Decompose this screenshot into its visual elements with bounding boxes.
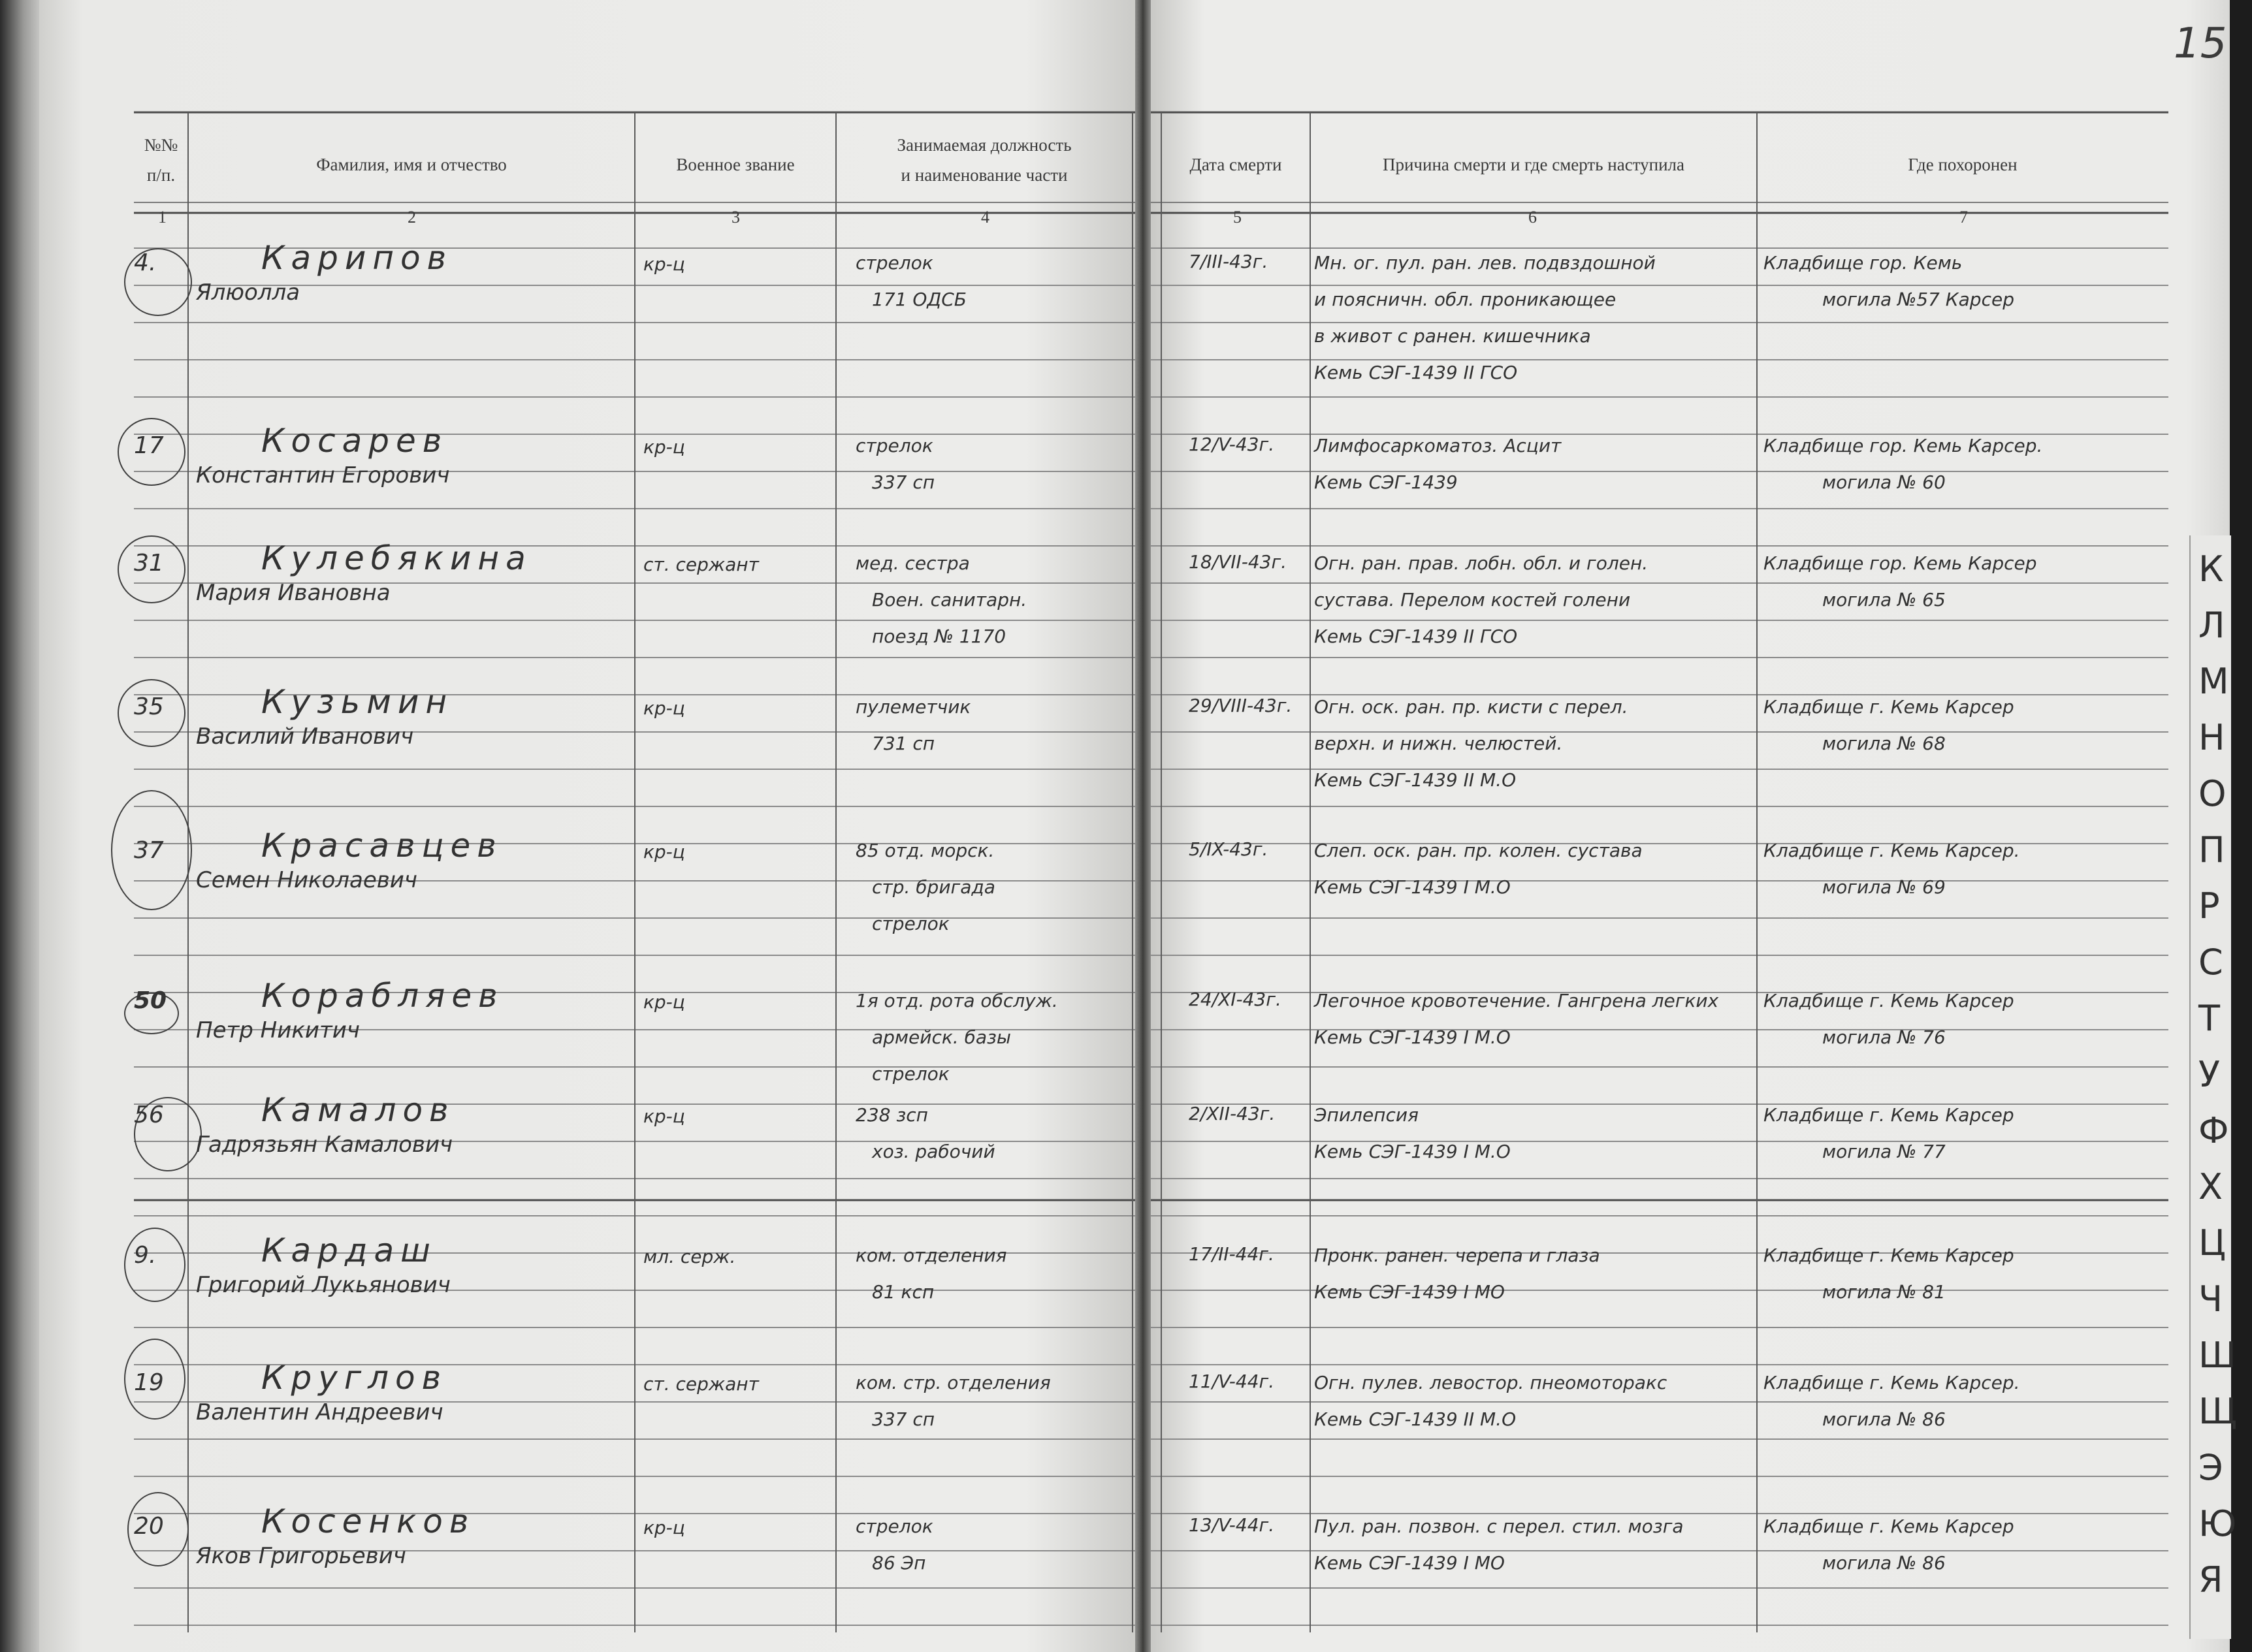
record-given-names: Василий Иванович <box>196 723 414 750</box>
column-number: 3 <box>732 208 740 227</box>
record-burial-line: Кладбище гор. Кемь Карсер. <box>1763 435 2043 456</box>
record-surname: Кардаш <box>261 1231 437 1269</box>
record-position-line: 171 ОДСБ <box>872 289 967 310</box>
record-cause-line: Кемь СЭГ-1439 II М.О <box>1314 769 1517 791</box>
record-number: 17 <box>134 432 164 459</box>
record-burial-line: Кладбище гор. Кемь <box>1763 252 1963 274</box>
record-given-names: Яков Григорьевич <box>196 1543 406 1569</box>
record-position-line: стрелок <box>872 1063 950 1085</box>
record-burial-line: могила № 77 <box>1822 1141 1946 1162</box>
record-given-names: Валентин Андреевич <box>196 1399 443 1425</box>
record-death-date: 29/VIII-43г. <box>1189 695 1293 716</box>
record-rank: кр-ц <box>643 1105 685 1127</box>
record-cause-line: и поясничн. обл. проникающее <box>1314 289 1617 310</box>
record-death-date: 7/III-43г. <box>1189 251 1268 272</box>
alphabet-tab-letter[interactable]: Э <box>2198 1447 2223 1488</box>
record-death-date: 11/V-44г. <box>1189 1371 1275 1392</box>
record-position-line: 337 сп <box>872 1408 935 1430</box>
column-number: 4 <box>981 208 989 227</box>
record-position-line: 85 отд. морск. <box>856 840 995 861</box>
record-burial-line: могила № 86 <box>1822 1408 1946 1430</box>
record-burial-line: могила № 65 <box>1822 589 1946 611</box>
record-given-names: Мария Ивановна <box>196 580 391 606</box>
record-given-names: Константин Егорович <box>196 462 450 488</box>
record-position-line: хоз. рабочий <box>872 1141 995 1162</box>
header-name: Фамилия, имя и отчество <box>316 155 507 174</box>
record-cause-line: сустава. Перелом костей голени <box>1314 589 1631 611</box>
record-position-line: стрелок <box>856 435 933 456</box>
record-cause-line: Мн. ог. пул. ран. лев. подвздошной <box>1314 252 1656 274</box>
record-cause-line: Лимфосаркоматоз. Асцит <box>1314 435 1562 456</box>
record-rank: кр-ц <box>643 841 685 863</box>
record-burial-line: Кладбище г. Кемь Карсер <box>1763 1104 2014 1126</box>
record-cause-line: Огн. пулев. левостор. пнеомоторакс <box>1314 1372 1667 1393</box>
header-position: Занимаемая должность и наименование части <box>897 135 1072 185</box>
record-position-line: стрелок <box>872 913 950 934</box>
alphabet-tab-letter[interactable]: М <box>2198 661 2229 702</box>
record-surname: Кузьмин <box>261 683 454 721</box>
record-position-line: пулеметчик <box>856 696 971 718</box>
alphabet-tab-letter[interactable]: Ц <box>2198 1222 2226 1263</box>
record-position-line: мед. сестра <box>856 552 970 574</box>
header-rank: Военное звание <box>676 155 795 174</box>
record-rank: кр-ц <box>643 1517 685 1538</box>
record-cause-line: верхн. и нижн. челюстей. <box>1314 733 1563 754</box>
record-position-line: 86 Эп <box>872 1552 926 1574</box>
record-cause-line: Кемь СЭГ-1439 I МО <box>1314 1552 1505 1574</box>
alphabet-tab-letter[interactable]: У <box>2198 1054 2220 1095</box>
record-death-date: 13/V-44г. <box>1189 1514 1275 1536</box>
record-cause-line: Пронк. ранен. черепа и глаза <box>1314 1245 1600 1266</box>
record-position-line: стрелок <box>856 252 933 274</box>
column-number: 1 <box>158 208 167 227</box>
record-position-line: 337 сп <box>872 471 935 493</box>
record-position-line: 81 ксп <box>872 1281 935 1303</box>
record-surname: Корабляев <box>261 977 504 1015</box>
column-number: 7 <box>1959 208 1968 227</box>
record-cause-line: Кемь СЭГ-1439 I М.О <box>1314 876 1511 898</box>
record-burial-line: могила № 69 <box>1822 876 1946 898</box>
alphabet-tab-letter[interactable]: К <box>2198 548 2224 590</box>
record-number: 35 <box>134 693 164 720</box>
column-number: 2 <box>408 208 416 227</box>
record-position-line: 731 сп <box>872 733 935 754</box>
record-number: 37 <box>134 837 164 864</box>
record-rank: кр-ц <box>643 436 685 458</box>
record-burial-line: могила № 76 <box>1822 1026 1946 1048</box>
record-death-date: 17/II-44г. <box>1189 1243 1274 1265</box>
record-number: 31 <box>134 550 164 577</box>
record-cause-line: Легочное кровотечение. Гангрена легких <box>1314 990 1719 1011</box>
record-rank: кр-ц <box>643 991 685 1013</box>
record-cause-line: Эпилепсия <box>1314 1104 1419 1126</box>
record-death-date: 12/V-43г. <box>1189 434 1275 455</box>
record-surname: Косарев <box>261 422 449 460</box>
header-burial: Где похоронен <box>1908 155 2018 174</box>
page-number: 15 <box>2174 20 2227 68</box>
record-cause-line: Пул. ран. позвон. с перел. стил. мозга <box>1314 1516 1684 1537</box>
column-number: 5 <box>1233 208 1242 227</box>
header-cause: Причина смерти и где смерть наступила <box>1382 155 1685 174</box>
alphabet-tab-letter[interactable]: Ю <box>2198 1503 2237 1544</box>
record-given-names: Ялюолла <box>196 279 300 306</box>
record-burial-line: Кладбище г. Кемь Карсер <box>1763 1516 2014 1537</box>
header-number: №№ п/п. <box>144 135 178 185</box>
alphabet-tab-letter[interactable]: Т <box>2198 998 2220 1039</box>
record-death-date: 18/VII-43г. <box>1189 551 1287 573</box>
record-cause-line: Кемь СЭГ-1439 I МО <box>1314 1281 1505 1303</box>
alphabet-tab-letter[interactable]: Ф <box>2198 1110 2229 1151</box>
record-burial-line: Кладбище г. Кемь Карсер. <box>1763 1372 2020 1393</box>
record-position-line: 1я отд. рота обслуж. <box>856 990 1058 1011</box>
record-position-line: 238 зсп <box>856 1104 928 1126</box>
record-burial-line: Кладбище г. Кемь Карсер <box>1763 990 2014 1011</box>
record-surname: Камалов <box>261 1091 455 1129</box>
record-cause-line: Кемь СЭГ-1439 I М.О <box>1314 1026 1511 1048</box>
record-number: 50 <box>134 987 167 1014</box>
alphabet-tab-letter[interactable]: С <box>2198 942 2223 983</box>
record-cause-line: Кемь СЭГ-1439 I М.О <box>1314 1141 1511 1162</box>
record-position-line: стр. бригада <box>872 876 995 898</box>
record-cause-line: Слеп. оск. ран. пр. колен. сустава <box>1314 840 1643 861</box>
record-rank: ст. сержант <box>643 554 759 575</box>
alphabet-tab-letter[interactable]: Л <box>2198 605 2225 646</box>
record-position-line: ком. отделения <box>856 1245 1007 1266</box>
record-burial-line: могила № 68 <box>1822 733 1946 754</box>
record-given-names: Семен Николаевич <box>196 867 417 893</box>
alphabet-tab-letter[interactable]: Х <box>2198 1166 2223 1207</box>
record-number: 56 <box>134 1102 164 1128</box>
record-rank: кр-ц <box>643 697 685 719</box>
record-surname: Красавцев <box>261 827 503 865</box>
alphabet-tab-letter[interactable]: Н <box>2198 717 2225 758</box>
record-burial-line: могила №57 Карсер <box>1822 289 2014 310</box>
record-position-line: поезд № 1170 <box>872 626 1006 647</box>
record-burial-line: могила № 81 <box>1822 1281 1946 1303</box>
record-burial-line: Кладбище г. Кемь Карсер <box>1763 1245 2014 1266</box>
record-death-date: 2/XII-43г. <box>1189 1103 1276 1124</box>
record-rank: мл. серж. <box>643 1246 736 1267</box>
record-given-names: Григорий Лукьянович <box>196 1272 451 1298</box>
column-number: 6 <box>1528 208 1537 227</box>
alphabet-tab-letter[interactable]: Р <box>2198 885 2220 927</box>
record-cause-line: Кемь СЭГ-1439 II ГСО <box>1314 362 1518 383</box>
alphabet-tab-letter[interactable]: Ш <box>2198 1335 2236 1376</box>
record-number: 4. <box>134 249 157 276</box>
record-rank: кр-ц <box>643 253 685 275</box>
record-number: 20 <box>134 1513 164 1540</box>
record-cause-line: Огн. ран. прав. лобн. обл. и голен. <box>1314 552 1649 574</box>
record-cause-line: Кемь СЭГ-1439 <box>1314 471 1458 493</box>
record-burial-line: Кладбище г. Кемь Карсер. <box>1763 840 2020 861</box>
alphabet-tab-letter[interactable]: П <box>2198 829 2225 870</box>
record-number: 9. <box>134 1242 157 1269</box>
record-position-line: стрелок <box>856 1516 933 1537</box>
record-given-names: Петр Никитич <box>196 1017 360 1043</box>
record-death-date: 24/XI-43г. <box>1189 989 1281 1010</box>
record-position-line: ком. стр. отделения <box>856 1372 1051 1393</box>
record-burial-line: Кладбище гор. Кемь Карсер <box>1763 552 2037 574</box>
record-position-line: армейск. базы <box>872 1026 1012 1048</box>
alphabet-tab-letter[interactable]: Я <box>2198 1559 2223 1600</box>
record-rank: ст. сержант <box>643 1373 759 1395</box>
record-cause-line: Кемь СЭГ-1439 II М.О <box>1314 1408 1517 1430</box>
record-cause-line: Огн. оск. ран. пр. кисти с перел. <box>1314 696 1628 718</box>
header-death-date: Дата смерти <box>1189 155 1282 174</box>
record-given-names: Гадрязьян Камалович <box>196 1132 453 1158</box>
alphabet-tab-letter[interactable]: О <box>2198 773 2227 814</box>
record-surname: Карипов <box>261 239 453 277</box>
record-burial-line: Кладбище г. Кемь Карсер <box>1763 696 2014 718</box>
record-surname: Кулебякина <box>261 539 532 577</box>
record-burial-line: могила № 86 <box>1822 1552 1946 1574</box>
record-surname: Круглов <box>261 1359 448 1397</box>
record-number: 19 <box>134 1369 164 1396</box>
record-cause-line: в живот с ранен. кишечника <box>1314 325 1591 347</box>
record-cause-line: Кемь СЭГ-1439 II ГСО <box>1314 626 1518 647</box>
alphabet-tab-letter[interactable]: Ч <box>2198 1279 2223 1320</box>
record-burial-line: могила № 60 <box>1822 471 1946 493</box>
record-death-date: 5/IX-43г. <box>1189 838 1268 860</box>
record-position-line: Воен. санитарн. <box>872 589 1027 611</box>
record-surname: Косенков <box>261 1502 475 1540</box>
alphabet-tab-letter[interactable]: Щ <box>2198 1391 2238 1432</box>
